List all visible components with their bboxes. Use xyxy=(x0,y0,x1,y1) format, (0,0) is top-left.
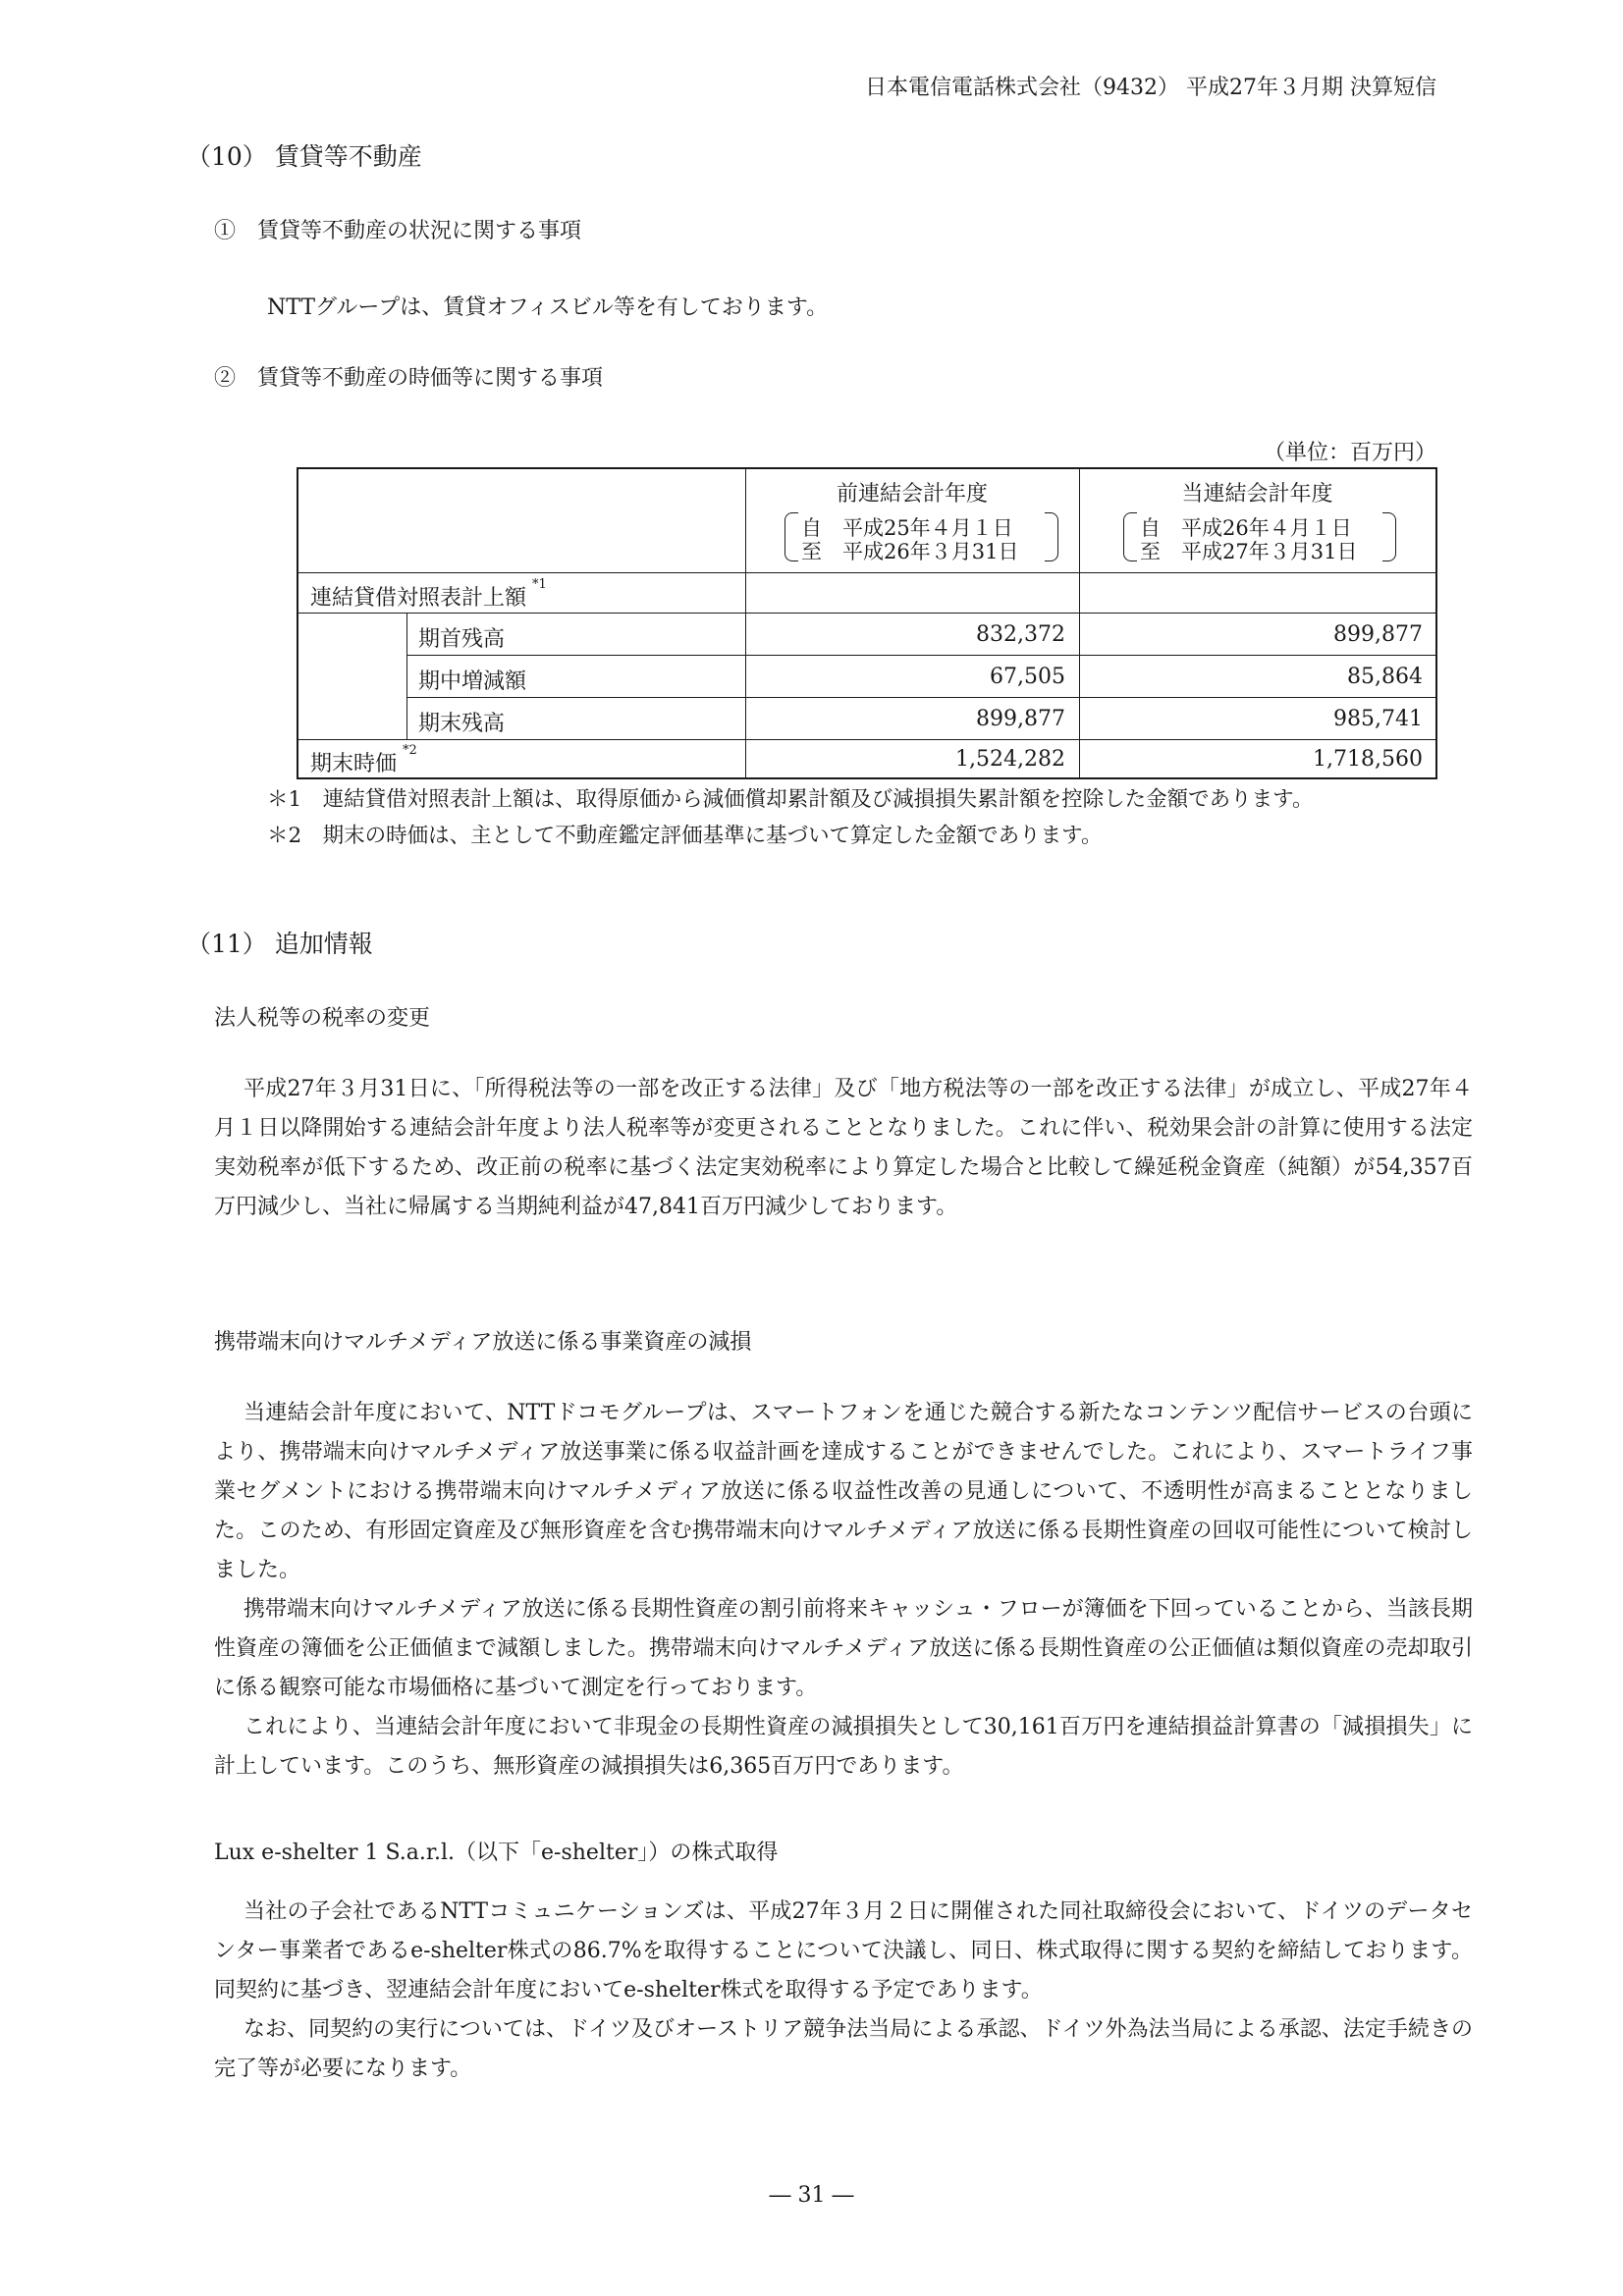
note-ref: *2 xyxy=(403,743,417,758)
paragraph: これにより、当連結会計年度において非現金の長期性資産の減損損失として30,161百万円を連結損益計算書の「減損損失」に計上しています。このうち、無形資産の減損損失は6,365百万円であります。 xyxy=(214,1715,1473,1779)
table-hline xyxy=(406,655,1435,656)
col-curr-title: 当連結会計年度 xyxy=(1181,482,1333,507)
item1-body: NTTグループは、賃貸オフィスビル等を有しております。 xyxy=(267,295,829,320)
section-11-title: （11） 追加情報 xyxy=(187,930,373,958)
table-hline xyxy=(406,697,1435,698)
table-hline xyxy=(298,613,1435,614)
col-curr-from: 自 平成26年４月１日 xyxy=(1140,516,1352,540)
bracket-left xyxy=(1123,512,1137,561)
row-book-label: 連結貸借対照表計上額$^{*1}$ xyxy=(310,577,547,611)
paragraph: 携帯端末向けマルチメディア放送に係る長期性資産の割引前将来キャッシュ・フローが簿価を下回っていることから、当該長期性資産の簿価を公正価値まで減額しました。携帯端末向けマルチメディア放送に係る長期性資産の公正価値は類似資産の売却取引に係る観察可能な市場価格に基づいて測定を行っております。 xyxy=(214,1597,1473,1700)
sub1-title: 法人税等の税率の変更 xyxy=(214,1006,431,1031)
col-prev-from: 自 平成25年４月１日 xyxy=(801,516,1013,540)
note-ref: *1 xyxy=(532,577,547,592)
paragraph: なお、同契約の実行については、ドイツ及びオーストリア競争法当局による承認、ドイツ外為法当局による承認、法定手続きの完了等が必要になります。 xyxy=(214,2017,1473,2081)
item2-title: ② 賃貸等不動産の時価等に関する事項 xyxy=(214,366,604,391)
fair-prev-value: 1,524,282 xyxy=(955,747,1065,772)
table-note-2: ＊2 期末の時価は、主として不動産鑑定評価基準に基づいて算定した金額であります。 xyxy=(267,824,1103,848)
col-prev-to: 至 平成26年３月31日 xyxy=(801,540,1019,563)
real-estate-table xyxy=(297,467,1437,779)
bracket-right xyxy=(1382,512,1396,561)
paragraph: 平成27年３月31日に、「所得税法等の一部を改正する法律」及び「地方税法等の一部を改正する法律」が成立し、平成27年４月１日以降開始する連結会計年度より法人税率等が変更されることとなりました。これに伴い、税効果会計の計算に使用する法定実効税率が低下するため、改正前の税率に基づく法定実効税率により算定した場合と比較して繰延税金資産（純額）が54,357百万円減少し、当社に帰属する当期純利益が47,841百万円減少しております。 xyxy=(214,1077,1473,1219)
page-number: ― 31 ― xyxy=(769,2183,854,2208)
col-prev-title: 前連結会計年度 xyxy=(836,482,988,507)
table-hline xyxy=(298,572,1435,573)
sub3-title: Lux e-shelter 1 S.a.r.l.（以下「e-shelter」）の株式取得 xyxy=(214,1841,779,1865)
item1-title: ① 賃貸等不動産の状況に関する事項 xyxy=(214,219,582,243)
row-label: 期末残高 xyxy=(418,712,506,736)
row-label: 期首残高 xyxy=(418,627,506,652)
bracket-right xyxy=(1045,512,1058,561)
document-header: 日本電信電話株式会社（9432） 平成27年３月期 決算短信 xyxy=(865,76,1436,100)
row-label: 期中増減額 xyxy=(418,669,527,694)
paragraph: 当連結会計年度において、NTTドコモグループは、スマートフォンを通じた競合する新たなコンテンツ配信サービスの台頭により、携帯端末向けマルチメディア放送事業に係る収益計画を達成することができませんでした。これにより、スマートライフ事業セグメントにおける携帯端末向けマルチメディア放送に係る収益性改善の見通しについて、不透明性が高まることとなりました。このため、有形固定資産及び無形資産を含む携帯端末向けマルチメディア放送に係る長期性資産の回収可能性について検討しました。 xyxy=(214,1401,1473,1582)
sub2-body xyxy=(214,1394,1473,1787)
table-hline xyxy=(298,739,1435,740)
sub2-title: 携帯端末向けマルチメディア放送に係る事業資産の減損 xyxy=(214,1330,752,1355)
fair-curr-value: 1,718,560 xyxy=(1313,747,1423,772)
row-prev-value: 832,372 xyxy=(976,622,1065,647)
row-fair-label: 期末時価$^{*2}$ xyxy=(310,743,417,776)
sub3-body xyxy=(214,1893,1473,2089)
section-10-title: （10） 賃貸等不動産 xyxy=(187,142,422,171)
bracket-left xyxy=(784,512,798,561)
row-curr-value: 985,741 xyxy=(1333,707,1423,731)
unit-label: （単位：百万円） xyxy=(1263,441,1436,465)
paragraph: 当社の子会社であるNTTコミュニケーションズは、平成27年３月２日に開催された同社取締役会において、ドイツのデータセンター事業者であるe-shelter株式の86.7%を取得することについて決議し、同日、株式取得に関する契約を締結しております。同契約に基づき、翌連結会計年度においてe-shelter株式を取得する予定であります。 xyxy=(214,1899,1473,2002)
sub1-body xyxy=(214,1070,1473,1227)
row-curr-value: 899,877 xyxy=(1333,622,1423,647)
col-curr-to: 至 平成27年３月31日 xyxy=(1140,540,1358,563)
row-curr-value: 85,864 xyxy=(1347,665,1423,689)
table-note-1: ＊1 連結貸借対照表計上額は、取得原価から減価償却累計額及び減損損失累計額を控除した金額であります。 xyxy=(267,787,1314,812)
table-vline xyxy=(406,613,407,740)
row-prev-value: 899,877 xyxy=(976,707,1065,731)
row-prev-value: 67,505 xyxy=(990,665,1065,689)
